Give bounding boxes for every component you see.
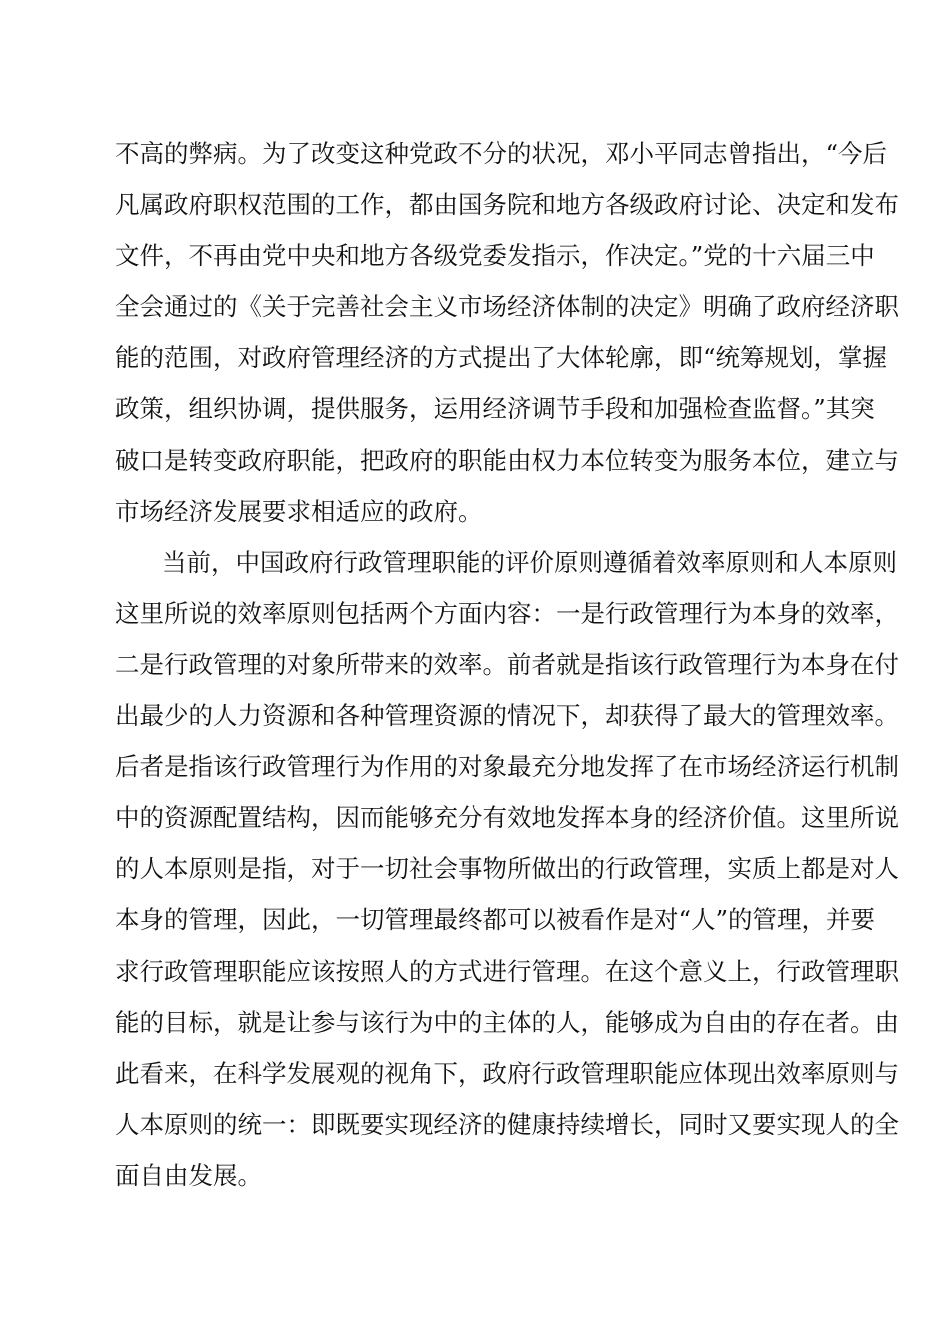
text-line: 市场经济发展要求相适应的政府。 — [115, 496, 483, 526]
body-text — [115, 128, 899, 1201]
text-line: 凡属政府职权范围的工作，都由国务院和地方各级政府讨论、决定和发布 — [115, 190, 899, 220]
text-line: 此看来，在科学发展观的视角下，政府行政管理职能应体现出效率原则与 — [115, 1058, 899, 1088]
text-line: 政策，组织协调，提供服务，运用经济调节手段和加强检查监督。”其突 — [115, 394, 875, 424]
text-line: 能的范围，对政府管理经济的方式提出了大体轮廓，即“统筹规划，掌握 — [115, 343, 888, 373]
text-line: 的人本原则是指，对于一切社会事物所做出的行政管理，实质上都是对人 — [115, 854, 899, 884]
text-line: 文件，不再由党中央和地方各级党委发指示，作决定。”党的十六届三中 — [115, 241, 875, 271]
text-line: 不高的弊病。为了改变这种党政不分的状况，邓小平同志曾指出，“今后 — [115, 139, 888, 168]
text-line: 人本原则的统一：即既要实现经济的健康持续增长，同时又要实现人的全 — [115, 1109, 899, 1139]
text-line: 全会通过的《关于完善社会主义市场经济体制的决定》明确了政府经济职 — [115, 292, 899, 322]
text-line: 求行政管理职能应该按照人的方式进行管理。在这个意义上，行政管理职 — [115, 956, 899, 986]
text-line: 破口是转变政府职能，把政府的职能由权力本位转变为服务本位，建立与 — [115, 445, 899, 475]
paragraph-2 — [115, 537, 899, 1201]
text-line: 中的资源配置结构，因而能够充分有效地发挥本身的经济价值。这里所说 — [115, 803, 899, 833]
text-line: 二是行政管理的对象所带来的效率。前者就是指该行政管理行为本身在付 — [115, 649, 899, 679]
paragraph-1 — [115, 128, 899, 537]
text-line: 出最少的人力资源和各种管理资源的情况下，却获得了最大的管理效率。 — [115, 701, 899, 731]
text-line: 后者是指该行政管理行为作用的对象最充分地发挥了在市场经济运行机制 — [115, 752, 899, 782]
text-line: 面自由发展。 — [115, 1160, 262, 1190]
text-line: 这里所说的效率原则包括两个方面内容：一是行政管理行为本身的效率， — [115, 598, 899, 628]
text-line: 当前，中国政府行政管理职能的评价原则遵循着效率原则和人本原则 — [162, 547, 897, 577]
text-line: 能的目标，就是让参与该行为中的主体的人，能够成为自由的存在者。由 — [115, 1007, 899, 1037]
text-line: 本身的管理，因此，一切管理最终都可以被看作是对“人”的管理，并要 — [115, 905, 876, 935]
